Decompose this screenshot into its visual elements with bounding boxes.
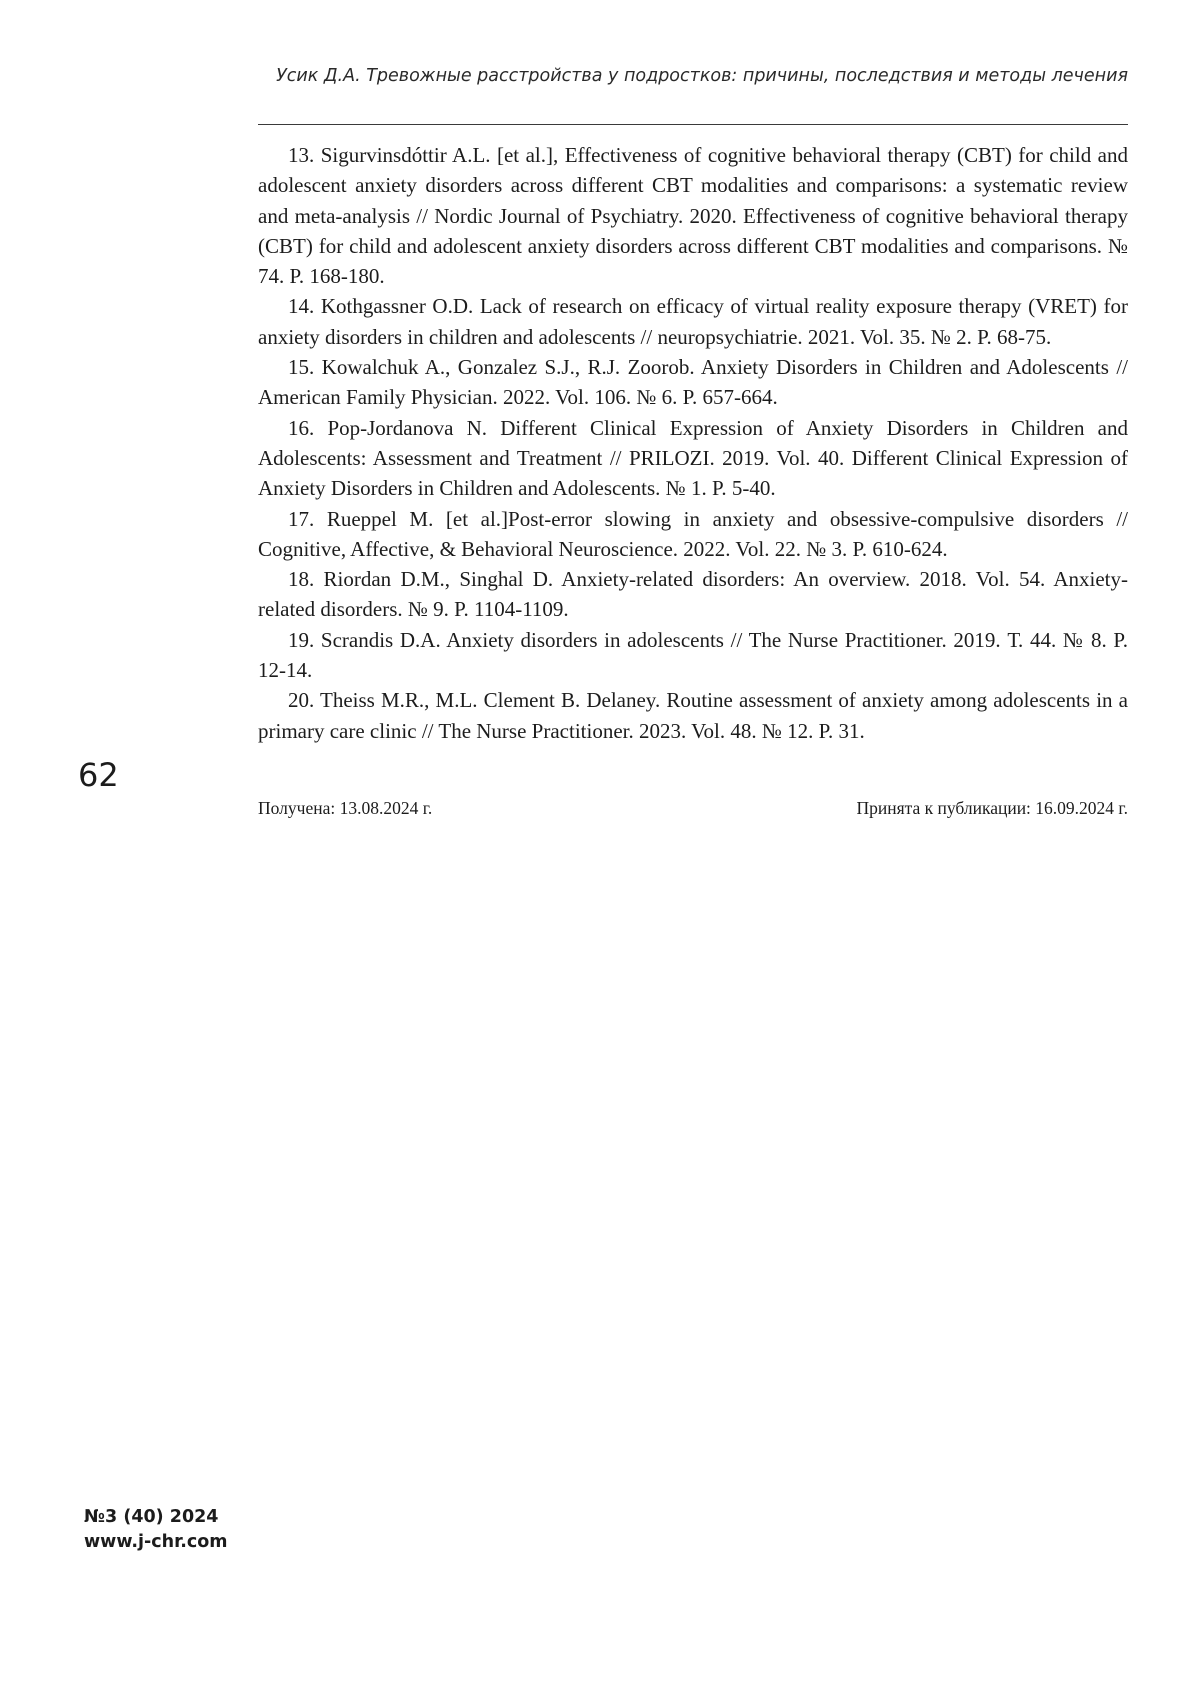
reference-item-20: 20. Theiss M.R., M.L. Clement B. Delaney. Routine assessment of anxiety among adolescents in a primary care clinic // The Nurse Practitioner. 2023. Vol. 48. № 12. P. 31. [258,688,1128,743]
reference-item-18: 18. Riordan D.M., Singhal D. Anxiety-related disorders: An overview. 2018. Vol. 54. Anxiety-related disorders. № 9. P. 1104-1109. [258,567,1128,622]
reference-item-15: 15. Kowalchuk A., Gonzalez S.J., R.J. Zoorob. Anxiety Disorders in Children and Adolescents // American Family Physician. 2022. Vol. 106. № 6. P. 657-664. [258,355,1128,410]
reference-list [258,140,1128,746]
journal-website: www.j-chr.com [84,1532,228,1552]
reference-item-14: 14. Kothgassner O.D. Lack of research on efficacy of virtual reality exposure therapy (VRET) for anxiety disorders in children and adolescents // neuropsychiatrie. 2021. Vol. 35. № 2. P. 68-75. [258,294,1128,349]
received-date: Получена: 13.08.2024 г. [258,798,433,818]
page-number: 62 [78,756,119,794]
reference-item-16: 16. Pop-Jordanova N. Different Clinical Expression of Anxiety Disorders in Children and Adolescents: Assessment and Treatment // PRILOZI. 2019. Vol. 40. Different Clinical Expression of Anxiety Disorders in Children and Adolescents. № 1. P. 5-40. [258,415,1128,501]
reference-item-13: 13. Sigurvinsdóttir A.L. [et al.], Effectiveness of cognitive behavioral therapy (CBT) for child and adolescent anxiety disorders across different CBT modalities and comparisons: a systematic review and meta-analysis // Nordic Journal of Psychiatry. 2020. Effectiveness of cognitive behavioral therapy (CBT) for child and adolescent anxiety disorders across different CBT modalities and comparisons. № 74. P. 168-180. [258,143,1128,289]
reference-item-17: 17. Rueppel M. [et al.]Post-error slowing in anxiety and obsessive-compulsive disorders // Cognitive, Affective, & Behavioral Neuroscience. 2022. Vol. 22. № 3. P. 610-624. [258,506,1128,561]
issue-info [84,1505,228,1555]
header-divider [258,124,1128,125]
reference-item-19: 19. Scrandis D.A. Anxiety disorders in adolescents // The Nurse Practitioner. 2019. Т. 44. № 8. P. 12-14. [258,627,1128,683]
submission-dates [258,798,1128,819]
running-header: Усик Д.А. Тревожные расстройства у подростков: причины, последствия и методы лечения [276,66,1128,86]
issue-number: №3 (40) 2024 [84,1507,219,1527]
accepted-date: Принята к публикации: 16.09.2024 г. [856,798,1128,818]
